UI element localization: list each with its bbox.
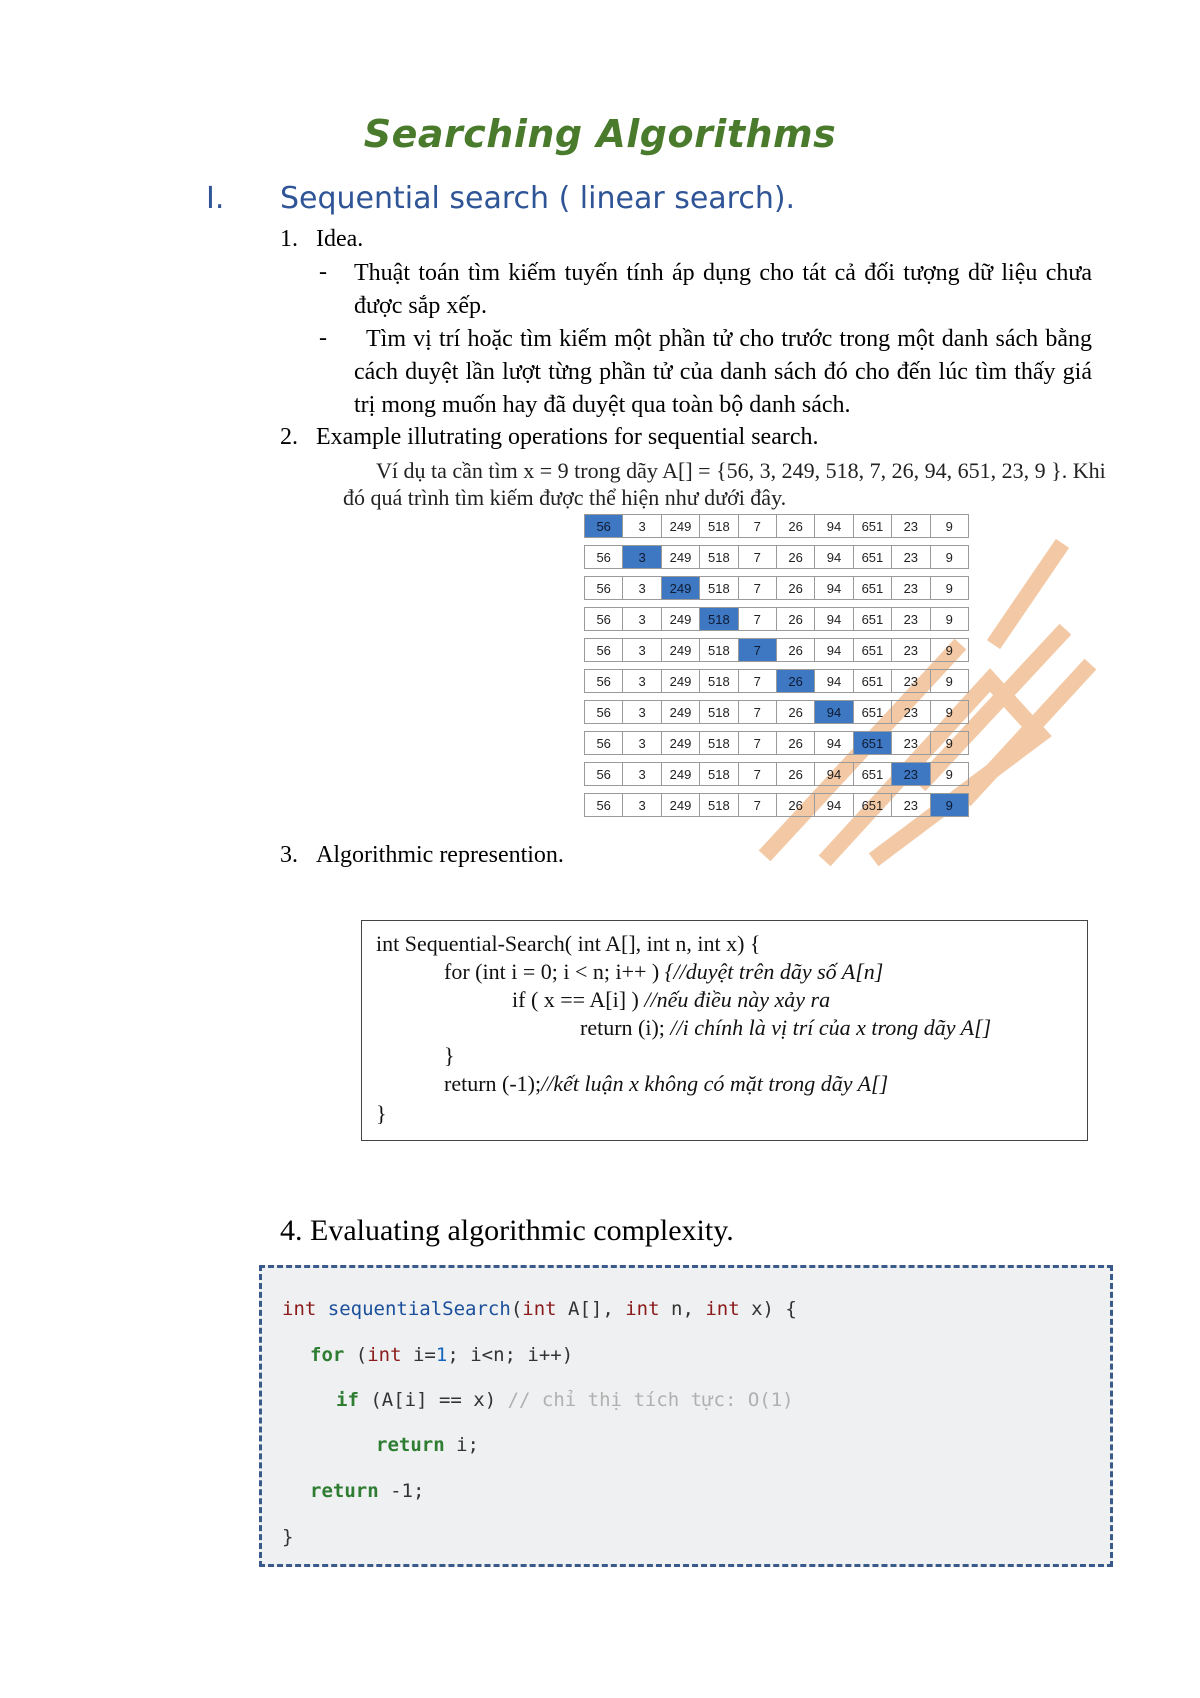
array-cell: 249 (661, 546, 699, 569)
keyword: int (367, 1344, 402, 1366)
array-cell: 651 (853, 670, 891, 693)
array-cell: 7 (738, 701, 776, 724)
keyword: int (522, 1298, 557, 1320)
array-cell: 518 (700, 670, 738, 693)
code-text: ( (510, 1298, 523, 1320)
example-text-line-1: Ví dụ ta cần tìm x = 9 trong dãy A[] = {56, 3, 249, 518, 7, 26, 94, 651, 23, 9 }. Khi (376, 458, 1106, 483)
search-step-row (585, 577, 969, 600)
array-cell: 518 (700, 701, 738, 724)
subsection-representation (280, 842, 564, 869)
array-cell: 23 (892, 732, 930, 755)
array-cell: 23 (892, 608, 930, 631)
keyword: for (310, 1344, 345, 1366)
array-cell: 23 (892, 670, 930, 693)
code-text: n, (659, 1298, 706, 1320)
array-cell: 651 (853, 794, 891, 817)
array-cell: 518 (700, 546, 738, 569)
subsection-number: 1. (280, 226, 298, 252)
function-name: sequentialSearch (327, 1298, 511, 1320)
array-cell: 651 (853, 763, 891, 786)
array-cell: 26 (776, 515, 814, 538)
array-cell: 23 (892, 701, 930, 724)
array-cell-current: 651 (853, 732, 891, 755)
array-cell: 3 (623, 577, 661, 600)
subsection-evaluating (280, 1214, 734, 1248)
bullet-text: Tìm vị trí hoặc tìm kiếm một phần tử cho trước trong một danh sách bằng cách duyệt lần lượt từng phần tử của danh sách đó cho đến lúc tìm thấy giá trị mong muốn hay đã duyệt qua toàn bộ danh sách. (354, 326, 1092, 418)
code-text: return (i); (580, 1015, 671, 1040)
array-cell: 3 (623, 701, 661, 724)
code-line (376, 1434, 479, 1456)
array-cell: 249 (661, 763, 699, 786)
array-cell: 7 (738, 732, 776, 755)
array-cell: 23 (892, 794, 930, 817)
number-literal: 1 (435, 1344, 448, 1366)
array-cell: 94 (815, 546, 853, 569)
array-cell: 3 (623, 794, 661, 817)
array-cell: 56 (585, 794, 623, 817)
code-line (282, 1298, 797, 1320)
search-step-row (585, 608, 969, 631)
code-comment: //kết luận x không có mặt trong dãy A[] (541, 1071, 889, 1096)
array-cell-current: 518 (700, 608, 738, 631)
row-gap (585, 786, 969, 794)
array-cell: 26 (776, 701, 814, 724)
array-cell: 518 (700, 763, 738, 786)
section-heading: Sequential search ( linear search). (280, 181, 796, 216)
code-line: } (444, 1043, 455, 1068)
pseudocode-box (361, 920, 1088, 1141)
array-cell: 249 (661, 639, 699, 662)
array-cell-current: 56 (585, 515, 623, 538)
array-cell: 94 (815, 763, 853, 786)
array-cell: 7 (738, 608, 776, 631)
array-cell: 94 (815, 670, 853, 693)
code-text: -1; (378, 1480, 425, 1502)
array-cell: 651 (853, 515, 891, 538)
row-gap-cell (585, 662, 969, 670)
row-gap (585, 724, 969, 732)
code-line: } (376, 1101, 387, 1126)
array-cell-current: 3 (623, 546, 661, 569)
array-cell: 651 (853, 639, 891, 662)
array-cell: 249 (661, 515, 699, 538)
array-cell: 7 (738, 546, 776, 569)
search-step-row (585, 670, 969, 693)
array-cell: 26 (776, 794, 814, 817)
code-line (444, 1071, 888, 1097)
keyword: int (282, 1298, 317, 1320)
subsection-number: 3. (280, 842, 298, 868)
code-line (310, 1344, 573, 1366)
array-cell: 7 (738, 515, 776, 538)
row-gap-cell (585, 755, 969, 763)
array-cell: 26 (776, 577, 814, 600)
code-line (512, 987, 830, 1013)
code-text: i= (401, 1344, 436, 1366)
code-text: for (int i = 0; i < n; i++ ) (444, 959, 665, 984)
array-cell: 26 (776, 732, 814, 755)
array-cell: 249 (661, 701, 699, 724)
array-cell: 56 (585, 639, 623, 662)
search-step-row (585, 763, 969, 786)
array-cell: 94 (815, 794, 853, 817)
keyword: return (376, 1434, 445, 1456)
array-cell: 23 (892, 546, 930, 569)
array-cell: 9 (930, 515, 968, 538)
array-cell: 249 (661, 608, 699, 631)
array-cell: 7 (738, 670, 776, 693)
code-line (444, 959, 883, 985)
subsection-label: Algorithmic represention. (316, 842, 564, 868)
array-cell: 56 (585, 546, 623, 569)
subsection-label: Idea. (316, 226, 364, 252)
array-cell: 249 (661, 794, 699, 817)
code-text: ; i<n; i++) (447, 1344, 574, 1366)
array-cell: 518 (700, 639, 738, 662)
code-line: } (282, 1526, 294, 1548)
array-cell: 56 (585, 608, 623, 631)
bullet-text: Thuật toán tìm kiếm tuyến tính áp dụng cho tát cả đối tượng dữ liệu chưa được sắp xếp. (354, 260, 1092, 319)
row-gap-cell (585, 724, 969, 732)
array-cell: 94 (815, 732, 853, 755)
code-line: int Sequential-Search( int A[], int n, int x) { (376, 931, 761, 956)
array-cell: 3 (623, 670, 661, 693)
array-cell: 56 (585, 732, 623, 755)
row-gap (585, 569, 969, 577)
array-cell: 56 (585, 763, 623, 786)
array-cell: 249 (661, 670, 699, 693)
code-comment: {//duyệt trên dãy số A[n] (664, 959, 884, 984)
row-gap-cell (585, 600, 969, 608)
row-gap (585, 600, 969, 608)
row-gap (585, 693, 969, 701)
row-gap-cell (585, 693, 969, 701)
subsection-label: Example illutrating operations for sequential search. (316, 424, 819, 450)
array-cell: 56 (585, 577, 623, 600)
page-title: Searching Algorithms (363, 112, 837, 156)
row-gap-cell (585, 569, 969, 577)
keyword: int (705, 1298, 740, 1320)
keyword: int (625, 1298, 660, 1320)
array-cell: 23 (892, 577, 930, 600)
section-number: I. (206, 181, 225, 216)
code-comment: //i chính là vị trí của x trong dãy A[] (670, 1015, 992, 1040)
code-text: x) { (739, 1298, 797, 1320)
array-cell: 651 (853, 546, 891, 569)
array-cell: 26 (776, 608, 814, 631)
array-cell: 94 (815, 608, 853, 631)
array-cell: 7 (738, 577, 776, 600)
code-comment: // chỉ thị tích tực: O(1) (507, 1389, 794, 1411)
array-cell: 3 (623, 763, 661, 786)
subsection-number: 4. (280, 1214, 303, 1247)
array-cell: 94 (815, 639, 853, 662)
row-gap (585, 755, 969, 763)
array-cell: 94 (815, 577, 853, 600)
array-cell: 9 (930, 639, 968, 662)
search-step-row (585, 794, 969, 817)
keyword: return (310, 1480, 379, 1502)
array-cell: 94 (815, 515, 853, 538)
array-cell: 9 (930, 546, 968, 569)
array-cell-current: 249 (661, 577, 699, 600)
array-cell: 23 (892, 639, 930, 662)
array-cell-current: 7 (738, 639, 776, 662)
array-cell: 26 (776, 763, 814, 786)
array-cell-current: 94 (815, 701, 853, 724)
array-cell: 9 (930, 701, 968, 724)
sequential-search-table (584, 514, 969, 817)
code-text: return (-1); (444, 1071, 542, 1096)
array-cell: 26 (776, 546, 814, 569)
search-step-row (585, 639, 969, 662)
array-cell-current: 23 (892, 763, 930, 786)
array-cell: 26 (776, 639, 814, 662)
code-text: A[], (556, 1298, 626, 1320)
array-cell: 9 (930, 577, 968, 600)
subsection-label: Evaluating algorithmic complexity. (310, 1214, 734, 1247)
row-gap (585, 631, 969, 639)
array-cell: 249 (661, 732, 699, 755)
array-cell: 9 (930, 670, 968, 693)
array-cell: 3 (623, 608, 661, 631)
subsection-example (280, 424, 819, 451)
code-text: i; (444, 1434, 479, 1456)
array-cell: 3 (623, 515, 661, 538)
row-gap-cell (585, 786, 969, 794)
subsection-number: 2. (280, 424, 298, 450)
code-text: if ( x == A[i] ) (512, 987, 645, 1012)
example-text-line-2: đó quá trình tìm kiếm được thể hiện như dưới đây. (343, 485, 787, 510)
array-cell: 9 (930, 732, 968, 755)
code-line (310, 1480, 424, 1502)
row-gap (585, 538, 969, 546)
array-cell: 7 (738, 763, 776, 786)
search-step-row (585, 701, 969, 724)
array-cell: 651 (853, 608, 891, 631)
row-gap-cell (585, 631, 969, 639)
subsection-idea (280, 226, 363, 253)
array-cell: 9 (930, 763, 968, 786)
bullet-marker: - (319, 325, 327, 351)
row-gap (585, 662, 969, 670)
array-cell: 23 (892, 515, 930, 538)
array-cell: 56 (585, 670, 623, 693)
code-block (259, 1265, 1113, 1567)
keyword: if (336, 1389, 359, 1411)
array-cell: 518 (700, 732, 738, 755)
array-cell: 518 (700, 794, 738, 817)
search-step-row (585, 515, 969, 538)
array-cell: 651 (853, 701, 891, 724)
array-cell: 518 (700, 515, 738, 538)
code-text: ( (344, 1344, 368, 1366)
row-gap-cell (585, 538, 969, 546)
array-cell: 9 (930, 608, 968, 631)
array-cell: 56 (585, 701, 623, 724)
code-text: (A[i] == x) (358, 1389, 508, 1411)
array-cell-current: 9 (930, 794, 968, 817)
array-cell: 3 (623, 732, 661, 755)
code-comment: //nếu điều này xảy ra (644, 987, 831, 1012)
code-line (336, 1389, 794, 1411)
code-line (580, 1015, 991, 1041)
array-cell-current: 26 (776, 670, 814, 693)
search-step-row (585, 732, 969, 755)
search-step-row (585, 546, 969, 569)
bullet-marker: - (319, 259, 327, 285)
array-cell: 651 (853, 577, 891, 600)
array-cell: 3 (623, 639, 661, 662)
array-cell: 518 (700, 577, 738, 600)
array-cell: 7 (738, 794, 776, 817)
